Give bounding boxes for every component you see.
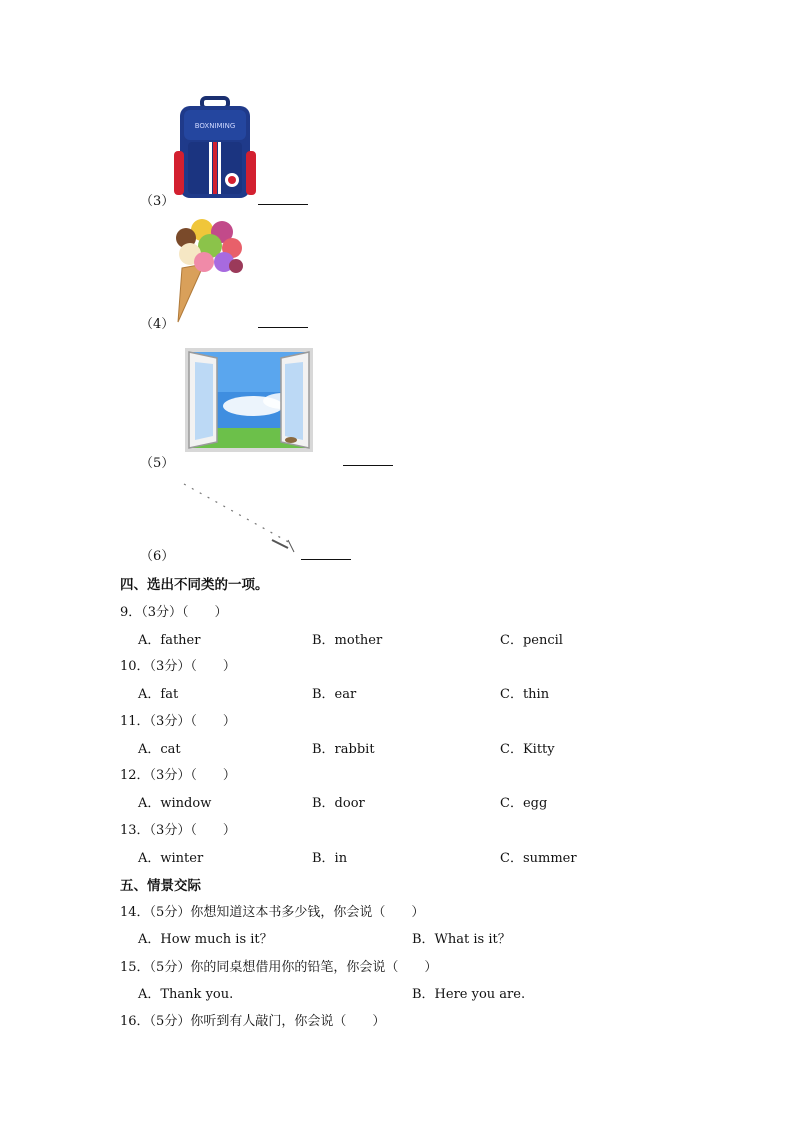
- question-11-option-b[interactable]: B．rabbit: [312, 742, 375, 757]
- question-10-option-a[interactable]: A．fat: [138, 687, 179, 702]
- ice-cream-icon: [172, 218, 244, 324]
- question-12-option-b[interactable]: B．door: [312, 796, 365, 811]
- question-14-stem: 14．（5分）你想知道这本书多少钱，你会说（ ）: [120, 905, 425, 920]
- question-9-stem: 9．（3分）（ ）: [120, 605, 228, 620]
- backpack-picture: [172, 96, 258, 200]
- question-9-option-c[interactable]: C．pencil: [500, 633, 563, 648]
- pencil-picture: [180, 478, 302, 556]
- svg-text:BOXNIMING: BOXNIMING: [194, 122, 236, 130]
- question-11-option-a[interactable]: A．cat: [138, 742, 181, 757]
- question-11-option-c[interactable]: C．Kitty: [500, 742, 555, 757]
- question-13-stem: 13．（3分）（ ）: [120, 823, 236, 838]
- question-13-option-a[interactable]: A．winter: [138, 851, 204, 866]
- question-10-option-b[interactable]: B．ear: [312, 687, 357, 702]
- question-12-option-a[interactable]: A．window: [138, 796, 212, 811]
- section-4-title: 四、选出不同类的一项。: [120, 577, 269, 593]
- ice-cream-picture: [172, 218, 244, 324]
- question-10-stem: 10．（3分）（ ）: [120, 659, 236, 674]
- question-14-option-b[interactable]: B．What is it？: [412, 932, 511, 947]
- pencil-icon: [180, 478, 302, 556]
- window-icon: [183, 346, 315, 454]
- answer-blank-4[interactable]: [258, 327, 308, 328]
- answer-blank-3[interactable]: [258, 204, 308, 205]
- picture-number-5: （5）: [140, 456, 175, 471]
- question-9-option-b[interactable]: B．mother: [312, 633, 383, 648]
- question-15-option-a[interactable]: A．Thank you.: [138, 987, 234, 1002]
- question-13-option-b[interactable]: B．in: [312, 851, 348, 866]
- picture-number-3: （3）: [140, 194, 175, 209]
- answer-blank-5[interactable]: [343, 465, 393, 466]
- question-15-option-b[interactable]: B．Here you are.: [412, 987, 526, 1002]
- question-12-option-c[interactable]: C．egg: [500, 796, 548, 811]
- backpack-icon: [172, 96, 258, 200]
- question-10-option-c[interactable]: C．thin: [500, 687, 550, 702]
- question-16-stem: 16．（5分）你听到有人敲门，你会说（ ）: [120, 1014, 386, 1029]
- question-12-stem: 12．（3分）（ ）: [120, 768, 236, 783]
- question-11-stem: 11．（3分）（ ）: [120, 714, 236, 729]
- answer-blank-6[interactable]: [301, 559, 351, 560]
- question-13-option-c[interactable]: C．summer: [500, 851, 577, 866]
- question-15-stem: 15．（5分）你的同桌想借用你的铅笔，你会说（ ）: [120, 960, 438, 975]
- question-9-option-a[interactable]: A．father: [138, 633, 201, 648]
- window-picture: [183, 346, 315, 454]
- question-14-option-a[interactable]: A．How much is it？: [138, 932, 273, 947]
- section-5-title: 五、情景交际: [120, 878, 201, 894]
- picture-number-6: （6）: [140, 549, 175, 564]
- picture-number-4: （4）: [140, 317, 175, 332]
